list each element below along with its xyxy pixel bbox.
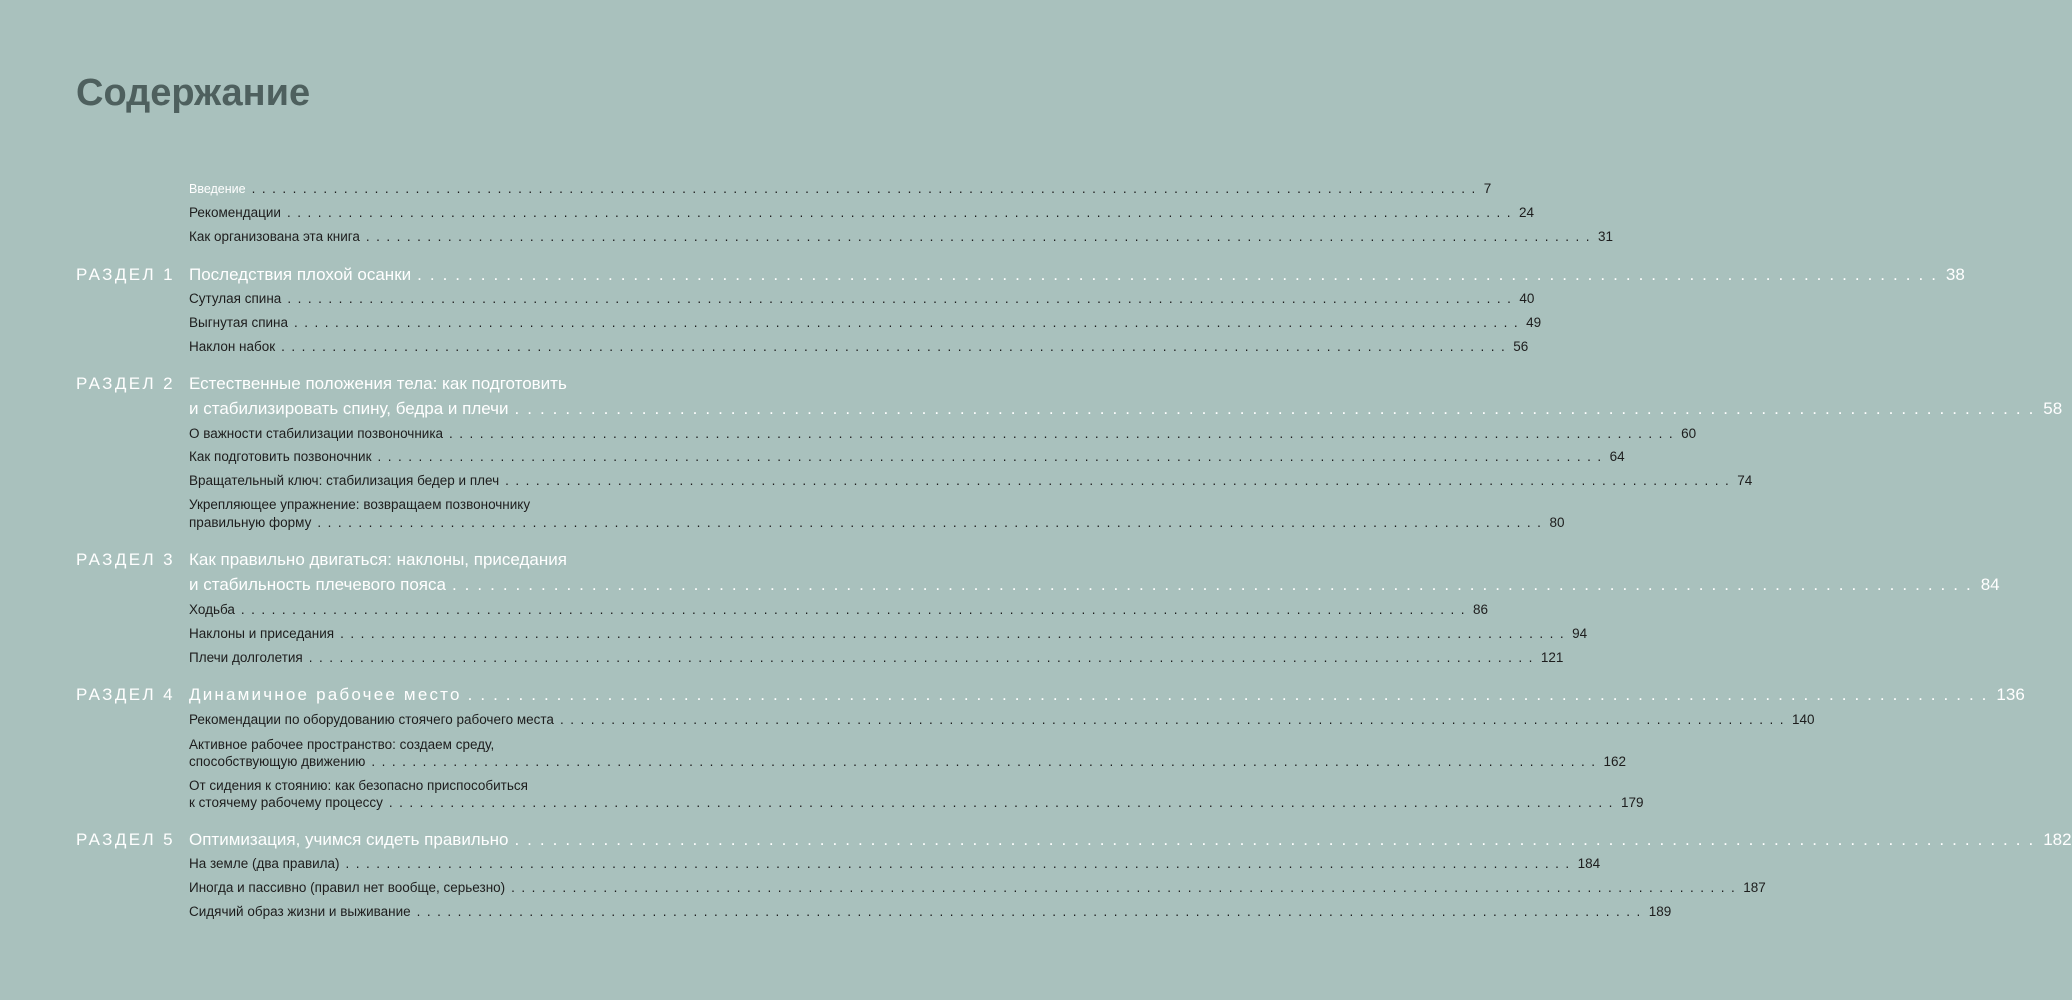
section-tag: РАЗДЕЛ 3 xyxy=(76,550,176,569)
toc-entry-label: Наклоны и приседания xyxy=(189,626,335,641)
toc-entry-line: Активное рабочее пространство: создаем среду, xyxy=(189,737,495,752)
toc-entry[interactable] xyxy=(189,448,1625,466)
section-heading[interactable] xyxy=(189,574,2000,596)
toc-entry-line: Укрепляющее упражнение: возвращаем позвоночнику xyxy=(189,497,531,512)
toc-page-number: 187 xyxy=(1743,880,1766,895)
toc-entry-label: Рекомендации по оборудованию стоячего рабочего места xyxy=(189,712,554,727)
toc-entry[interactable] xyxy=(189,338,1529,356)
dot-leader: ........................................................................................................................ xyxy=(467,685,1995,704)
toc-entry-intro[interactable] xyxy=(189,180,1492,198)
toc-page-number: 58 xyxy=(2043,399,2063,418)
dot-leader: ........................................................................................................................ xyxy=(340,626,1571,641)
toc-entry-line: От сидения к стоянию: как безопасно приспособиться xyxy=(189,778,528,793)
dot-leader: ........................................................................................................................ xyxy=(388,795,1619,810)
toc-page-number: 64 xyxy=(1609,449,1625,464)
toc-entry[interactable] xyxy=(189,879,1766,897)
toc-entry-label: Плечи долголетия xyxy=(189,650,303,665)
section-tag: РАЗДЕЛ 4 xyxy=(76,685,176,704)
section-title: Последствия плохой осанки xyxy=(189,265,412,284)
dot-leader: ........................................................................................................................ xyxy=(559,712,1791,727)
toc-entry-label: Как организована эта книга xyxy=(189,229,360,244)
toc-entry[interactable] xyxy=(189,204,1535,222)
section-title: Динамичное рабочее место xyxy=(189,685,462,704)
dot-leader: ........................................................................................................................ xyxy=(371,754,1602,769)
dot-leader: ........................................................................................................................ xyxy=(240,602,1471,617)
toc-entry-label: Сутулая спина xyxy=(189,291,282,306)
toc-page-number: 94 xyxy=(1572,626,1588,641)
section-tag: РАЗДЕЛ 5 xyxy=(76,830,176,849)
toc-page-number: 80 xyxy=(1549,515,1565,530)
section-title: Оптимизация, учимся сидеть правильно xyxy=(189,830,509,849)
toc-entry-label: Введение xyxy=(189,182,246,196)
dot-leader: ........................................................................................................................ xyxy=(505,473,1736,488)
toc-page-number: 31 xyxy=(1597,229,1614,244)
section-title: и стабильность плечевого пояса xyxy=(189,575,446,594)
toc-entry[interactable] xyxy=(189,711,1815,729)
toc-page-number: 38 xyxy=(1945,265,1965,284)
toc-entry-label: О важности стабилизации позвоночника xyxy=(189,426,444,441)
section-title-line: Естественные положения тела: как подготовить xyxy=(189,374,567,393)
section-heading[interactable] xyxy=(189,264,1965,286)
section-title: и стабилизировать спину, бедра и плечи xyxy=(189,399,509,418)
dot-leader: ........................................................................................................................ xyxy=(514,399,2042,418)
toc-page-number: 84 xyxy=(1980,575,2000,594)
toc-page-number: 140 xyxy=(1792,712,1815,727)
toc-entry-label: Рекомендации xyxy=(189,205,281,220)
dot-leader: ........................................................................................................................ xyxy=(281,339,1512,354)
dot-leader: ........................................................................................................................ xyxy=(251,181,1482,196)
toc-entry-label: Выгнутая спина xyxy=(189,315,289,330)
dot-leader: ........................................................................................................................ xyxy=(377,449,1608,464)
dot-leader: ........................................................................................................................ xyxy=(511,880,1742,895)
section-heading[interactable] xyxy=(189,829,2072,851)
toc-entry[interactable] xyxy=(189,314,1542,332)
toc-entry-label: Сидячий образ жизни и выживание xyxy=(189,904,411,919)
dot-leader: ........................................................................................................................ xyxy=(317,515,1548,530)
dot-leader: ........................................................................................................................ xyxy=(308,650,1539,665)
toc-entry[interactable] xyxy=(189,903,1672,921)
dot-leader: ........................................................................................................................ xyxy=(286,205,1518,220)
toc-entry-label: способствующую движению xyxy=(189,754,366,769)
toc-page-number: 49 xyxy=(1526,315,1542,330)
toc-entry[interactable] xyxy=(189,290,1535,308)
dot-leader: ........................................................................................................................ xyxy=(365,229,1596,244)
toc-entry-label: Иногда и пассивно (правил нет вообще, серьезно) xyxy=(189,880,506,895)
toc-entry-label: правильную форму xyxy=(189,515,312,530)
toc-page-number: 189 xyxy=(1648,904,1672,919)
section-heading[interactable] xyxy=(189,684,2025,706)
toc-page-number: 60 xyxy=(1681,426,1697,441)
toc-entry[interactable] xyxy=(189,794,1644,812)
toc-entry-label: Наклон набок xyxy=(189,339,276,354)
toc-entry[interactable] xyxy=(189,625,1588,643)
toc-entry[interactable] xyxy=(189,855,1601,873)
toc-page-number: 121 xyxy=(1540,650,1564,665)
dot-leader: ........................................................................................................................ xyxy=(514,830,2042,849)
toc-page-number: 24 xyxy=(1519,205,1535,220)
toc-entry[interactable] xyxy=(189,753,1627,771)
dot-leader: ........................................................................................................................ xyxy=(287,291,1518,306)
toc-entry-label: Вращательный ключ: стабилизация бедер и плеч xyxy=(189,473,500,488)
toc-entry-label: На земле (два правила) xyxy=(189,856,340,871)
toc-page-number: 182 xyxy=(2043,830,2072,849)
toc-entry[interactable] xyxy=(189,472,1753,490)
toc-entry[interactable] xyxy=(189,514,1565,532)
page-title: Содержание xyxy=(76,72,311,114)
toc-entry-label: Ходьба xyxy=(189,602,235,617)
toc-entry[interactable] xyxy=(189,601,1489,619)
section-tag: РАЗДЕЛ 1 xyxy=(76,265,176,284)
toc-page-number: 184 xyxy=(1577,856,1601,871)
toc-page-number: 40 xyxy=(1519,291,1535,306)
toc-page-number: 7 xyxy=(1483,181,1492,196)
dot-leader: ........................................................................................................................ xyxy=(345,856,1576,871)
toc-entry[interactable] xyxy=(189,649,1564,667)
dot-leader: ........................................................................................................................ xyxy=(449,426,1680,441)
toc-page-number: 162 xyxy=(1603,754,1627,769)
section-title-line: Как правильно двигаться: наклоны, приседания xyxy=(189,550,567,569)
dot-leader: ........................................................................................................................ xyxy=(416,904,1647,919)
toc-page-number: 86 xyxy=(1473,602,1489,617)
toc-page-number: 56 xyxy=(1513,339,1529,354)
dot-leader: ........................................................................................................................ xyxy=(294,315,1525,330)
dot-leader: ........................................................................................................................ xyxy=(417,265,1944,284)
toc-page-number: 136 xyxy=(1996,685,2025,704)
section-tag: РАЗДЕЛ 2 xyxy=(76,374,176,393)
toc-entry-label: Как подготовить позвоночник xyxy=(189,449,372,464)
toc-page-number: 74 xyxy=(1737,473,1753,488)
toc-entry[interactable] xyxy=(189,425,1697,443)
toc-entry-label: к стоячему рабочему процессу xyxy=(189,795,383,810)
toc-page-number: 179 xyxy=(1620,795,1644,810)
dot-leader: ........................................................................................................................ xyxy=(451,575,1979,594)
section-heading[interactable] xyxy=(189,398,2063,420)
toc-entry[interactable] xyxy=(189,228,1614,246)
